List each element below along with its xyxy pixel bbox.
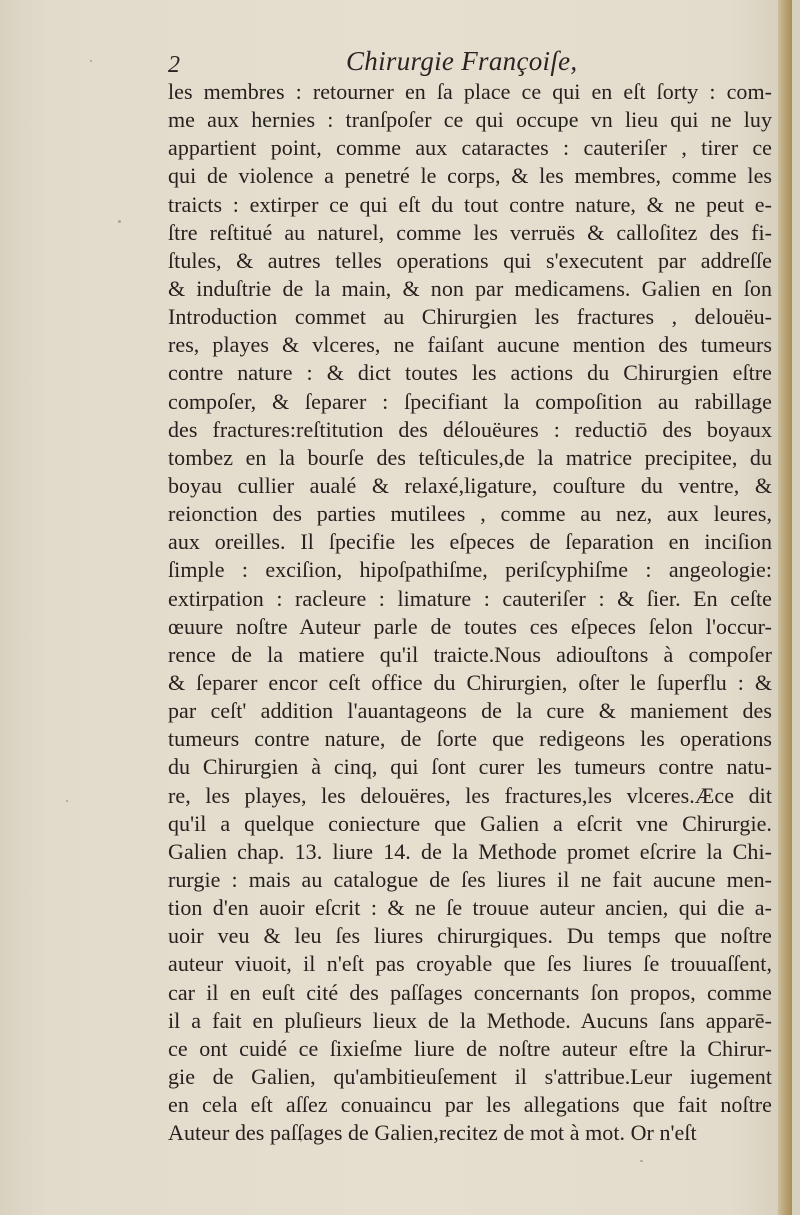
paper-speck — [66, 800, 68, 802]
text-line: tombez en la bourſe des teſticules,de la matrice precipitee, du — [168, 444, 772, 470]
text-line: res, playes & vlceres, ne faiſant aucune mention des tumeurs — [168, 332, 772, 358]
text-line: qu'il a quelque coniecture que Galien a eſcrit vne Chirurgie. — [168, 810, 772, 836]
binding-edge — [778, 0, 792, 1215]
page-number: 2 — [168, 52, 180, 78]
paper-speck — [300, 1140, 302, 1142]
text-line: aux oreilles. Il ſpecifie les eſpeces de ſeparation en inciſion — [168, 529, 772, 555]
paper-speck — [90, 60, 92, 62]
text-line: tumeurs contre nature, de ſorte que redigeons les operations — [168, 726, 772, 752]
text-line: Introduction commet au Chirurgien les fractures , delouëu- — [168, 304, 772, 330]
text-line: les membres : retourner en ſa place ce qui en eſt ſorty : com- — [168, 79, 772, 104]
text-line: boyau cullier aualé & relaxé,ligature, couſture du ventre, & — [168, 472, 772, 498]
text-line: en cela eſt aſſez conuaincu par les allegations que fait noſtre — [168, 1092, 772, 1118]
text-line: rence de la matiere qu'il traicte.Nous adiouſtons à compoſer — [168, 641, 772, 667]
text-line: des fractures:reſtitution des délouëures : reductiō des boyaux — [168, 416, 772, 442]
text-line: traicts : extirper ce qui eſt du tout contre nature, & ne peut e- — [168, 191, 772, 217]
text-line: ſtre reſtitué au naturel, comme les verruës & calloſitez des fi- — [168, 219, 772, 245]
text-line: car il en euſt cité des paſſages concernants ſon propos, comme — [168, 979, 772, 1005]
text-line: & induſtrie de la main, & non par medicamens. Galien en ſon — [168, 275, 772, 301]
text-line: Auteur des paſſages de Galien,recitez de mot à mot. Or n'eſt — [168, 1120, 697, 1146]
text-line: auteur viuoit, il n'eſt pas croyable que ſes liures ſe trouuaſſent, — [168, 951, 772, 977]
text-line: du Chirurgien à cinq, qui ſont curer les tumeurs contre natu- — [168, 754, 772, 780]
body-text — [168, 78, 772, 1147]
text-line: ce ont cuidé ce ſixieſme liure de noſtre auteur eſtre la Chirur- — [168, 1035, 772, 1061]
text-line: gie de Galien, qu'ambitieuſement il s'attribue.Leur iugement — [168, 1063, 772, 1089]
text-line: me aux hernies : tranſpoſer ce qui occupe vn lieu qui ne luy — [168, 107, 772, 133]
text-line: ſimple : exciſion, hipoſpathiſme, periſcyphiſme : angeologie: — [168, 557, 772, 583]
text-line: qui de violence a penetré le corps, & les membres, comme les — [168, 163, 772, 189]
text-line: re, les playes, les delouëres, les fractures,les vlceres.Æce dit — [168, 782, 772, 808]
text-line: uoir veu & leu ſes liures chirurgiques. Du temps que noſtre — [168, 923, 772, 949]
running-title: Chirurgie Françoiſe, — [346, 46, 578, 76]
text-line: appartient point, comme aux cataractes : cauteriſer , tirer ce — [168, 135, 772, 161]
text-line: par ceſt' addition l'auantageons de la cure & maniement des — [168, 698, 772, 724]
text-line: compoſer, & ſeparer : ſpecifiant la compoſition au rabillage — [168, 388, 772, 414]
text-line: tion d'en auoir eſcrit : & ne ſe trouue auteur ancien, qui die a- — [168, 895, 772, 921]
text-line: ſtules, & autres telles operations qui s'executent par addreſſe — [168, 247, 772, 273]
paper-speck — [640, 1160, 643, 1162]
text-line: œuure noſtre Auteur parle de toutes ces eſpeces ſelon l'occur- — [168, 613, 772, 639]
paper-speck — [118, 220, 121, 223]
text-line: reionction des parties mutilees , comme au nez, aux leures, — [168, 501, 772, 527]
text-line: il a fait en pluſieurs lieux de la Methode. Aucuns ſans apparē- — [168, 1007, 772, 1033]
text-line: extirpation : racleure : limature : cauteriſer : & ſier. En ceſte — [168, 585, 772, 611]
text-line: rurgie : mais au catalogue de ſes liures il ne fait aucune men- — [168, 866, 772, 892]
text-line: contre nature : & dict toutes les actions du Chirurgien eſtre — [168, 360, 772, 386]
text-line: & ſeparer encor ceſt office du Chirurgien, oſter le ſuperflu : & — [168, 669, 772, 695]
text-line: Galien chap. 13. liure 14. de la Methode promet eſcrire la Chi- — [168, 838, 772, 864]
